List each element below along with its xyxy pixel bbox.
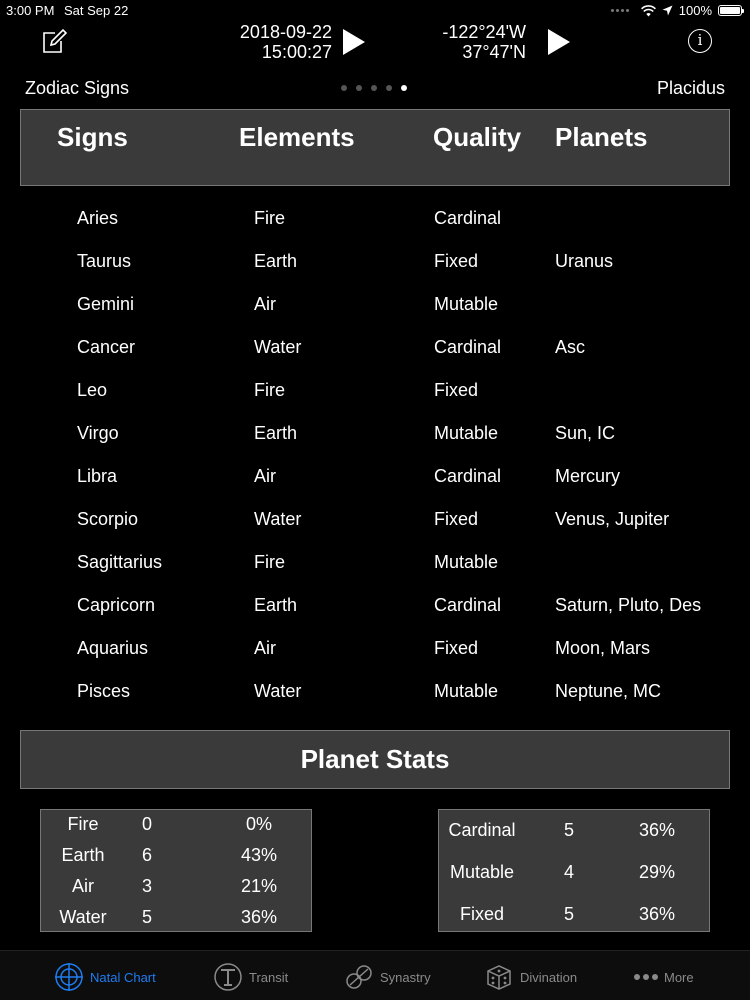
stat-row xyxy=(439,862,709,893)
quality-cell: Mutable xyxy=(434,681,499,701)
stat-name: Mutable xyxy=(449,862,515,882)
longitude-value: -122°24'W xyxy=(442,22,526,42)
planet-stats-title: Planet Stats xyxy=(20,730,730,789)
status-date: Sat Sep 22 xyxy=(64,3,129,18)
stat-count: 5 xyxy=(563,820,574,840)
stat-name: Cardinal xyxy=(448,820,516,840)
planets-cell: Moon, Mars xyxy=(555,638,651,658)
element-cell: Air xyxy=(254,638,276,658)
tab-more[interactable] xyxy=(634,961,694,993)
tab-divination[interactable] xyxy=(484,961,577,993)
element-cell: Air xyxy=(254,294,276,314)
table-row xyxy=(0,583,750,626)
status-right xyxy=(611,3,742,18)
sign-cell: Virgo xyxy=(77,423,119,443)
stat-percent: 29% xyxy=(638,862,676,882)
element-cell: Fire xyxy=(254,208,285,228)
stat-count: 0 xyxy=(141,814,152,834)
tab-label: Divination xyxy=(520,969,578,985)
planets-cell: Uranus xyxy=(555,251,614,271)
info-icon: i xyxy=(697,31,703,49)
stat-percent: 21% xyxy=(240,876,278,896)
header-elements: Elements xyxy=(239,122,355,152)
page-dot[interactable] xyxy=(356,85,362,91)
stat-row xyxy=(41,845,311,876)
house-system-label[interactable]: Placidus xyxy=(656,78,725,98)
stat-count: 5 xyxy=(563,904,574,924)
wifi-icon xyxy=(641,5,656,17)
play-icon xyxy=(341,27,367,57)
sign-cell: Libra xyxy=(77,466,118,486)
sign-cell: Scorpio xyxy=(77,509,139,529)
sign-cell: Gemini xyxy=(77,294,135,314)
table-row xyxy=(0,368,750,411)
planets-cell: Saturn, Pluto, Des xyxy=(555,595,702,615)
stat-row xyxy=(439,820,709,851)
tab-synastry[interactable] xyxy=(344,961,431,993)
tab-label: More xyxy=(664,969,694,985)
stat-row xyxy=(41,814,311,845)
element-cell: Fire xyxy=(254,552,285,572)
signs-table-body xyxy=(0,196,750,712)
stat-name: Fire xyxy=(67,814,99,834)
tab-transit[interactable] xyxy=(213,961,288,993)
element-cell: Water xyxy=(254,681,302,701)
location-display[interactable] xyxy=(420,22,526,62)
stat-percent: 36% xyxy=(638,820,676,840)
header-quality: Quality xyxy=(433,122,522,152)
quality-cell: Cardinal xyxy=(434,595,502,615)
play-icon xyxy=(546,27,572,57)
page-title: Zodiac Signs xyxy=(25,78,130,98)
table-row xyxy=(0,239,750,282)
table-row xyxy=(0,454,750,497)
signal-icon xyxy=(611,9,629,12)
stat-name: Water xyxy=(59,907,107,927)
element-cell: Air xyxy=(254,466,276,486)
edit-button[interactable] xyxy=(40,28,68,56)
sign-cell: Aquarius xyxy=(77,638,149,658)
element-cell: Fire xyxy=(254,380,285,400)
info-button[interactable] xyxy=(688,29,712,53)
table-row xyxy=(0,411,750,454)
dice-icon xyxy=(484,962,514,992)
stat-count: 3 xyxy=(141,876,152,896)
stat-row xyxy=(439,904,709,935)
quality-cell: Fixed xyxy=(434,509,479,529)
planets-cell: Venus, Jupiter xyxy=(555,509,670,529)
battery-percent: 100% xyxy=(678,3,712,18)
play-time-button[interactable] xyxy=(341,27,367,57)
time-value: 15:00:27 xyxy=(261,42,332,62)
planets-cell: Mercury xyxy=(555,466,621,486)
tab-label: Natal Chart xyxy=(90,969,156,985)
battery-icon xyxy=(718,5,742,16)
stat-percent: 36% xyxy=(240,907,278,927)
sign-cell: Cancer xyxy=(77,337,136,357)
stat-count: 6 xyxy=(141,845,152,865)
page-dot[interactable] xyxy=(341,85,347,91)
quality-cell: Cardinal xyxy=(434,466,502,486)
element-cell: Earth xyxy=(254,251,298,271)
quality-cell: Mutable xyxy=(434,294,499,314)
stat-name: Air xyxy=(72,876,94,896)
stat-row xyxy=(41,907,311,938)
page-indicator[interactable] xyxy=(341,85,407,91)
sign-cell: Capricorn xyxy=(77,595,156,615)
signs-table-header xyxy=(20,109,730,186)
play-location-button[interactable] xyxy=(546,27,572,57)
element-cell: Water xyxy=(254,509,302,529)
stat-name: Fixed xyxy=(459,904,504,924)
quality-cell: Fixed xyxy=(434,638,479,658)
sign-cell: Sagittarius xyxy=(77,552,163,572)
page-dot-active[interactable] xyxy=(401,85,407,91)
sign-cell: Pisces xyxy=(77,681,131,701)
table-row xyxy=(0,282,750,325)
tab-bar xyxy=(0,950,750,1000)
planets-cell: Neptune, MC xyxy=(555,681,662,701)
sign-cell: Aries xyxy=(77,208,119,228)
synastry-icon xyxy=(344,962,374,992)
sign-cell: Taurus xyxy=(77,251,132,271)
table-row xyxy=(0,497,750,540)
tab-label: Synastry xyxy=(380,969,431,985)
header-signs: Signs xyxy=(57,122,128,152)
element-cell: Earth xyxy=(254,595,298,615)
status-time: 3:00 PM xyxy=(6,3,55,18)
element-cell: Water xyxy=(254,337,302,357)
stat-percent: 0% xyxy=(245,814,272,834)
tab-natal-chart[interactable] xyxy=(54,961,156,993)
stat-percent: 43% xyxy=(240,845,278,865)
edit-icon xyxy=(40,28,68,56)
table-row xyxy=(0,669,750,712)
element-cell: Earth xyxy=(254,423,298,443)
stat-count: 4 xyxy=(563,862,574,882)
element-stats-table xyxy=(40,809,312,932)
quality-stats-table xyxy=(438,809,710,932)
quality-cell: Fixed xyxy=(434,380,479,400)
stat-name: Earth xyxy=(61,845,105,865)
quality-cell: Mutable xyxy=(434,552,499,572)
more-icon xyxy=(634,974,658,980)
status-bar xyxy=(0,0,750,22)
date-value: 2018-09-22 xyxy=(239,22,332,42)
table-row xyxy=(0,626,750,669)
quality-cell: Cardinal xyxy=(434,208,502,228)
planets-cell: Asc xyxy=(555,337,586,357)
quality-cell: Fixed xyxy=(434,251,479,271)
page-dot[interactable] xyxy=(371,85,377,91)
stat-count: 5 xyxy=(141,907,152,927)
stat-row xyxy=(41,876,311,907)
table-row xyxy=(0,325,750,368)
sign-cell: Leo xyxy=(77,380,108,400)
location-arrow-icon xyxy=(662,5,673,16)
quality-cell: Mutable xyxy=(434,423,499,443)
table-row xyxy=(0,540,750,583)
header-planets: Planets xyxy=(555,122,648,152)
datetime-display[interactable] xyxy=(222,22,332,62)
tab-label: Transit xyxy=(249,969,289,985)
table-row xyxy=(0,196,750,239)
natal-chart-icon xyxy=(54,962,84,992)
page-dot[interactable] xyxy=(386,85,392,91)
latitude-value: 37°47'N xyxy=(462,42,526,62)
transit-icon xyxy=(213,962,243,992)
quality-cell: Cardinal xyxy=(434,337,502,357)
planets-cell: Sun, IC xyxy=(555,423,616,443)
stat-percent: 36% xyxy=(638,904,676,924)
